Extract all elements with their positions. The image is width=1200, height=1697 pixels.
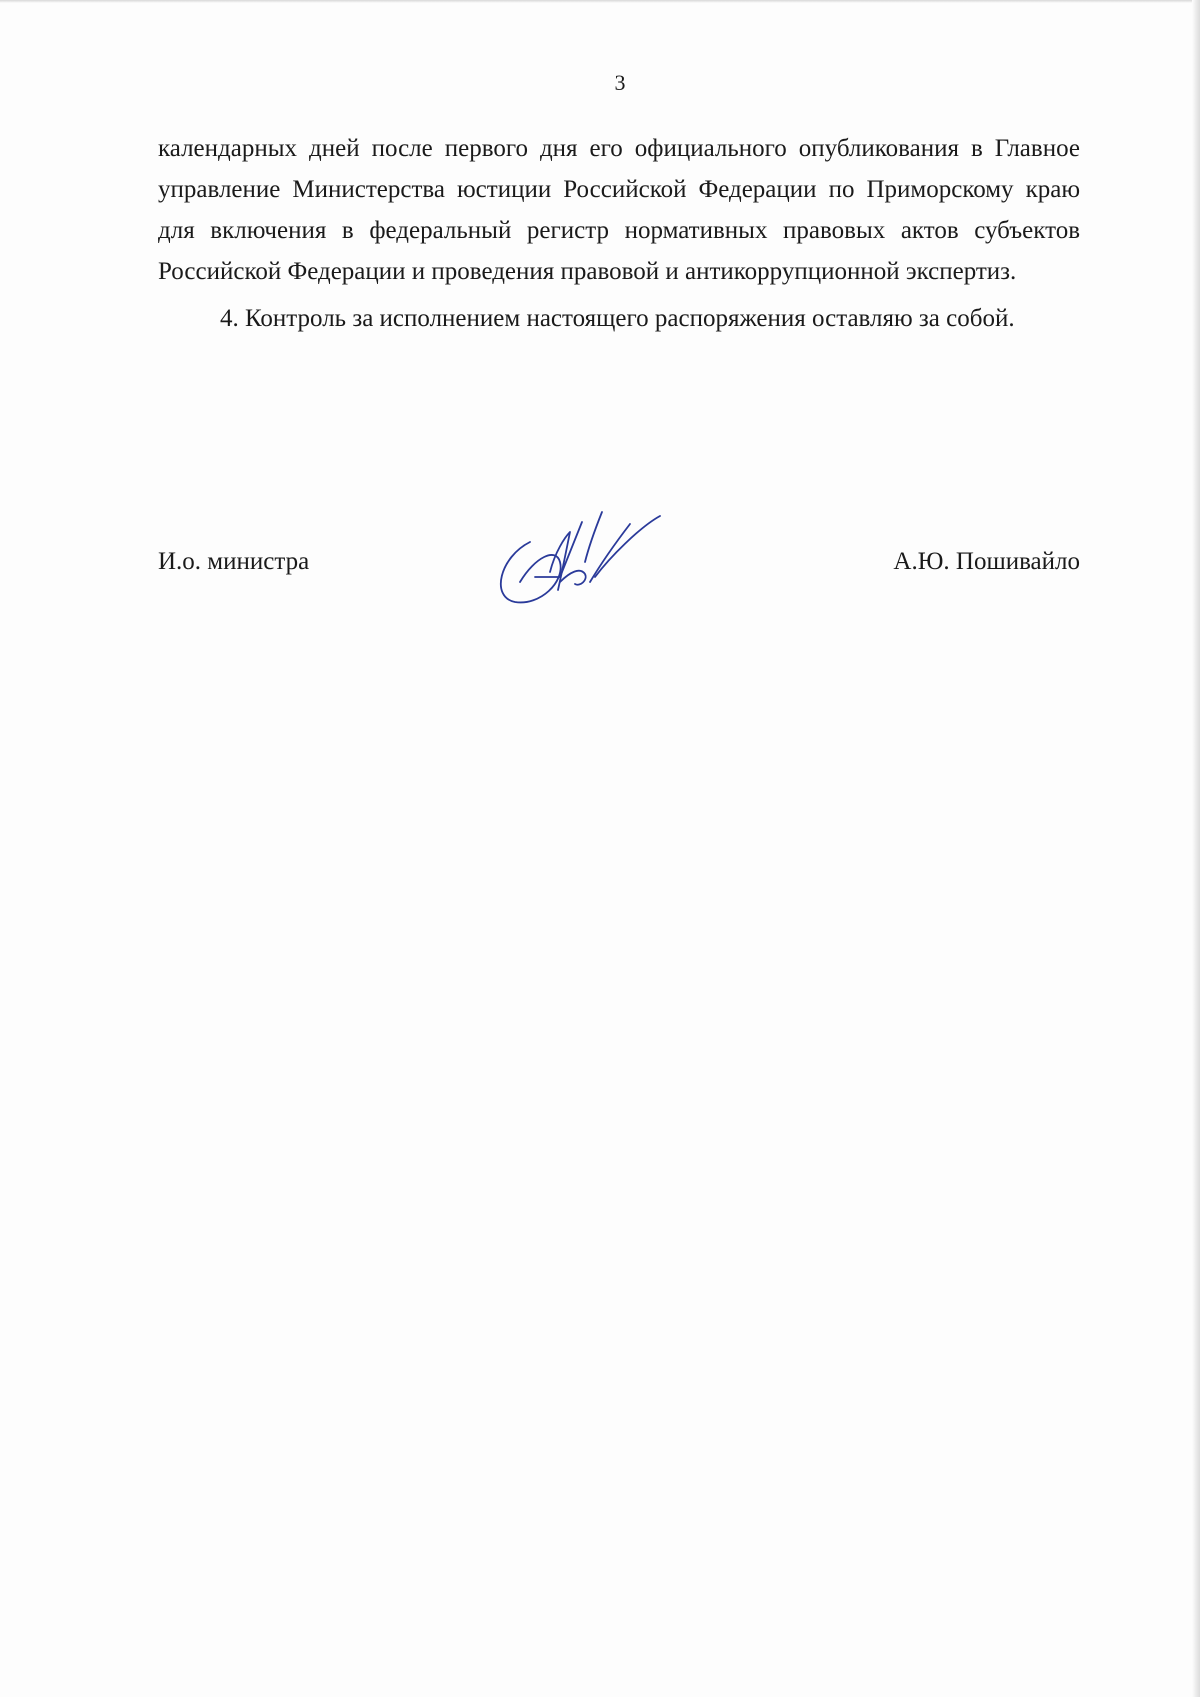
scan-edge-right — [1192, 0, 1200, 1697]
handwritten-signature — [490, 502, 665, 617]
scan-edge-top — [0, 0, 1200, 3]
document-body — [158, 128, 1080, 339]
signatory-position: И.о. министра — [158, 548, 310, 575]
signatory-name: А.Ю. Пошивайло — [893, 548, 1080, 575]
paragraph-continued: календарных дней после первого дня его официального опубликования в Главное управление Министерства юстиции Российской Федерации по Приморскому краю для включения в федеральный регистр нормативных правовых актов субъектов Российской Федерации и проведения правовой и антикоррупционной экспертиз. — [158, 135, 1080, 285]
paragraph-4: 4. Контроль за исполнением настоящего распоряжения оставляю за собой. — [220, 305, 1015, 332]
page-number: 3 — [614, 70, 626, 95]
